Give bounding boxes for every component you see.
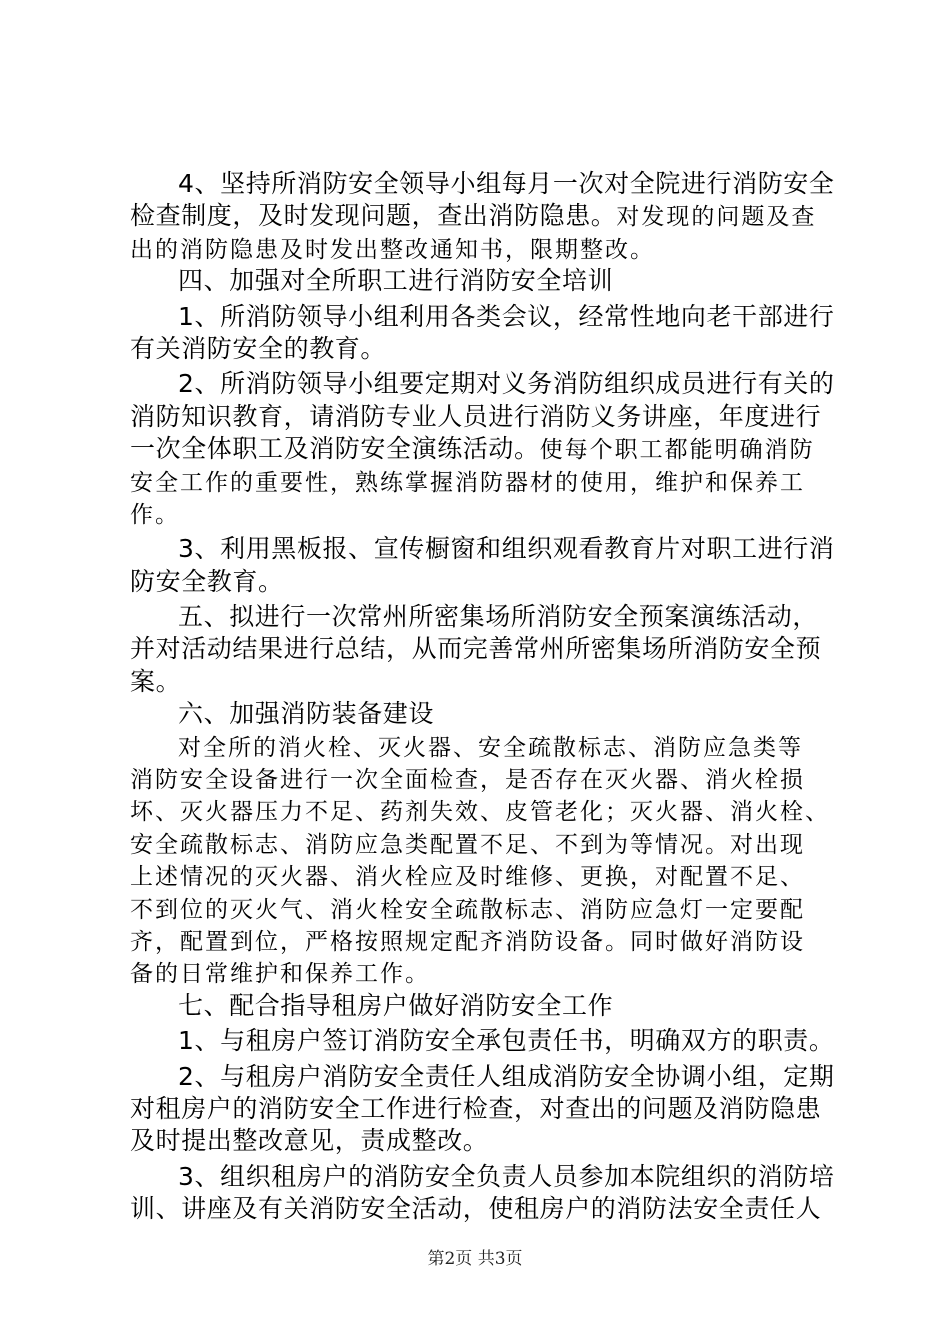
text-line bbox=[130, 893, 840, 925]
text-line bbox=[130, 498, 840, 530]
text-line bbox=[130, 333, 840, 365]
text-run: 对租房户的消防安全工作进行检查，对查出的问题及消防隐患 bbox=[130, 1093, 822, 1123]
text-run: 五、拟进行一次常州所密集场所消防安全预案演练活动， bbox=[178, 602, 819, 632]
text-line bbox=[130, 200, 840, 232]
text-line bbox=[130, 633, 840, 665]
text-run: 2、所消防领导小组要定期对义务消防组织成员进行有关的 bbox=[178, 369, 835, 399]
text-run-light: 作。 bbox=[130, 501, 180, 528]
text-line bbox=[130, 731, 840, 763]
text-run-light: 备的日常维护和保养工作。 bbox=[130, 961, 430, 988]
text-line bbox=[130, 301, 840, 333]
text-line bbox=[130, 1061, 840, 1093]
text-run-light: 对发现的问题及查 bbox=[616, 204, 817, 231]
text-run-light: 出的消防隐患及时发出整改通知书，限期整改。 bbox=[130, 236, 655, 263]
text-run: 四、加强对全所职工进行消防安全培训 bbox=[178, 266, 614, 296]
text-run: 2、与租房户消防安全责任人组成消防安全协调小组，定期 bbox=[178, 1061, 835, 1091]
text-line bbox=[130, 265, 840, 297]
text-run: 案。 bbox=[130, 666, 182, 696]
text-run: 3、利用黑板报、宣传橱窗和组织观看教育片对职工进行消 bbox=[178, 534, 835, 564]
text-line bbox=[130, 601, 840, 633]
text-run: 训、讲座及有关消防安全活动，使租房户的消防法安全责任人 bbox=[130, 1194, 822, 1224]
text-line bbox=[130, 763, 840, 795]
text-run: 1、与租房户签订消防安全承包责任书，明确双方的职责。 bbox=[178, 1026, 835, 1056]
text-line bbox=[130, 795, 840, 827]
text-run: 检查制度，及时发现问题，查出消防隐患。 bbox=[130, 201, 617, 231]
text-run-light: 齐，配置到位，严格按照规定配齐消防设备。同时做好消防设 bbox=[130, 928, 805, 955]
text-run: 防安全教育。 bbox=[130, 566, 284, 596]
text-line bbox=[130, 698, 840, 730]
text-run: 并对活动结果进行总结，从而完善常州所密集场所消防安全预 bbox=[130, 634, 822, 664]
text-run: 六、加强消防装备建设 bbox=[178, 699, 435, 729]
text-line bbox=[130, 828, 840, 860]
document-body bbox=[130, 168, 840, 1226]
text-run-light: 使每个职工都能明确消防 bbox=[539, 437, 815, 464]
text-run-light: 不到位的灭火气、消火栓安全疏散标志、消防应急灯一定要配 bbox=[130, 896, 805, 923]
text-run: 消防知识教育，请消防专业人员进行消防义务讲座，年度进行 bbox=[130, 401, 822, 431]
text-line bbox=[130, 533, 840, 565]
text-line bbox=[130, 925, 840, 957]
text-line bbox=[130, 401, 840, 433]
text-line bbox=[130, 1093, 840, 1125]
text-line bbox=[130, 433, 840, 465]
text-line bbox=[130, 1025, 840, 1057]
text-line bbox=[130, 666, 840, 698]
text-line bbox=[130, 368, 840, 400]
text-run: 一次全体职工及消防安全演练活动。 bbox=[130, 434, 540, 464]
text-line bbox=[130, 566, 840, 598]
text-run-light: 消防安全设备进行一次全面检查，是否存在灭火器、消火栓损 bbox=[130, 767, 805, 794]
text-run: 七、配合指导租房户做好消防安全工作 bbox=[178, 990, 614, 1020]
text-line bbox=[130, 1125, 840, 1157]
text-line bbox=[130, 860, 840, 892]
text-run-light: 对全所的消火栓、灭火器、安全疏散标志、消防应急类等 bbox=[178, 734, 803, 761]
text-run: 4、坚持所消防安全领导小组每月一次对全院进行消防安全 bbox=[178, 169, 835, 198]
text-run-light: 安全疏散标志、消防应急类配置不足、不到为等情况。对出现 bbox=[130, 831, 805, 858]
text-line bbox=[130, 1193, 840, 1225]
text-line bbox=[130, 990, 840, 1022]
text-line bbox=[130, 168, 840, 200]
text-run: 及时提出整改意见，责成整改。 bbox=[130, 1126, 489, 1156]
text-run-light: 上述情况的灭火器、消火栓应及时维修、更换，对配置不足、 bbox=[130, 864, 805, 891]
text-run: 有关消防安全的教育。 bbox=[130, 333, 387, 363]
text-line bbox=[130, 466, 840, 498]
text-line bbox=[130, 957, 840, 989]
text-line bbox=[130, 233, 840, 265]
text-line bbox=[130, 1161, 840, 1193]
text-run: 3、组织租房户的消防安全负责人员参加本院组织的消防培 bbox=[178, 1161, 835, 1191]
text-run: 1、所消防领导小组利用各类会议，经常性地向老干部进行 bbox=[178, 301, 835, 331]
text-run-light: 安全工作的重要性，熟练掌握消防器材的使用，维护和保养工 bbox=[130, 469, 805, 496]
page-footer: 第2页 共3页 bbox=[427, 1249, 523, 1269]
text-run-light: 坏、灭火器压力不足、药剂失效、皮管老化；灭火器、消火栓、 bbox=[130, 799, 830, 826]
